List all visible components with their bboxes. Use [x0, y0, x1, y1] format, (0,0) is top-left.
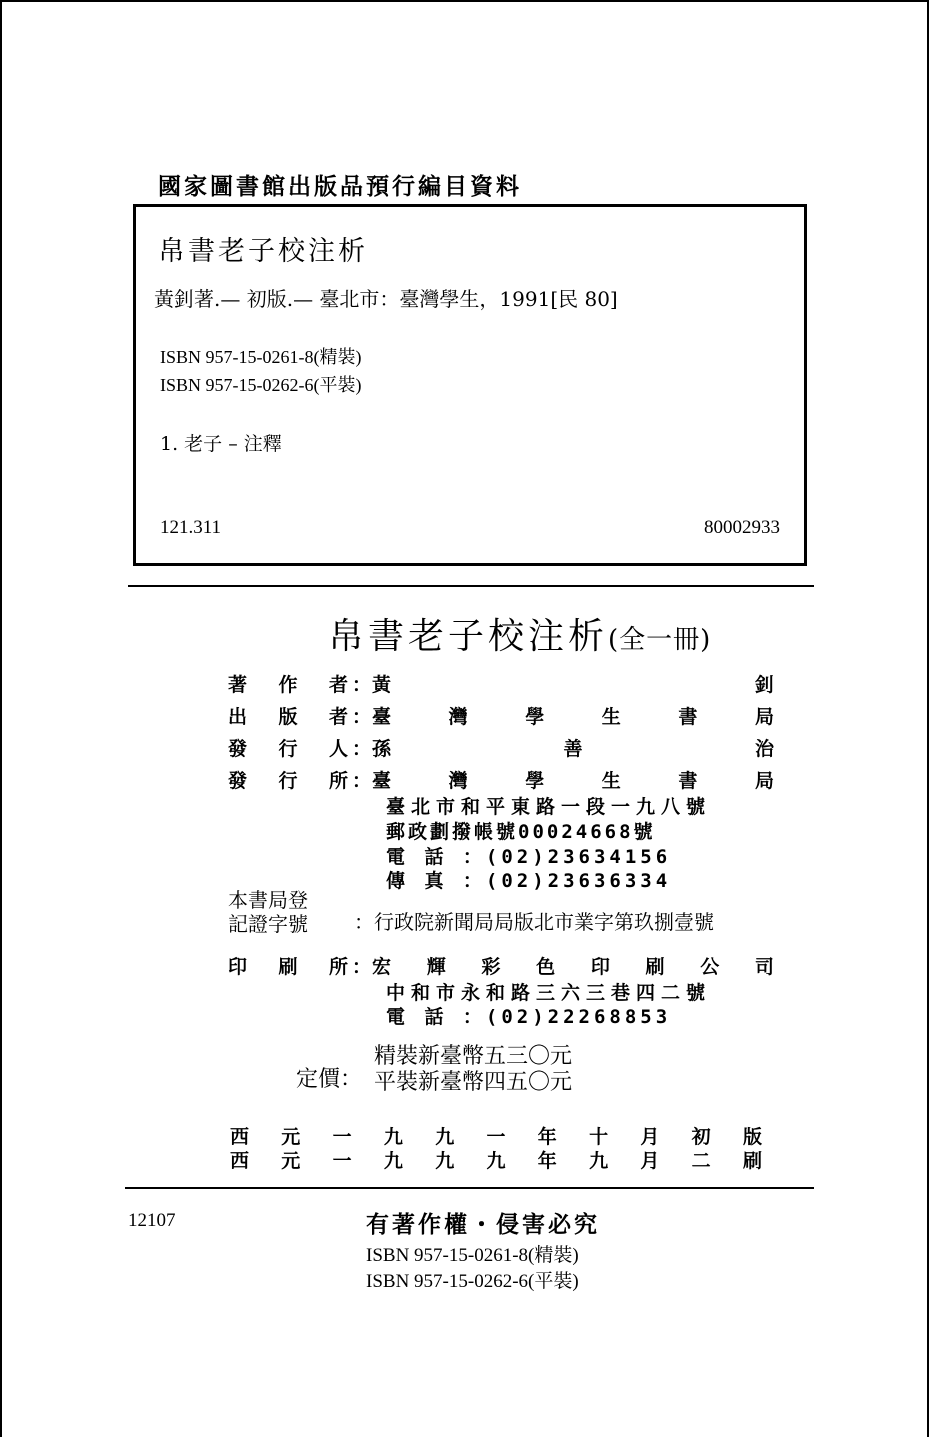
issuer-office-label-char: 所 — [328, 770, 348, 792]
issuer-office-value-char: 生 — [601, 770, 621, 792]
edition-second-char: 九 — [435, 1150, 455, 1172]
cip-isbn-paperback: ISBN 957-15-0262-6(平裝) — [160, 375, 362, 395]
issuer-office-value — [372, 766, 774, 793]
issuer-label-char: 行 — [278, 738, 298, 760]
author-label — [228, 670, 348, 697]
author-label-char: 著 — [228, 674, 248, 696]
issuer-value-char: 善 — [563, 738, 583, 760]
printer-value-char: 色 — [536, 956, 556, 978]
registration-label-line-2: 記證字號 — [228, 912, 308, 936]
edition-first-char: 一 — [332, 1126, 352, 1148]
edition-first-char: 九 — [435, 1126, 455, 1148]
issuer-office-label-char: 發 — [228, 770, 248, 792]
issuer-office-label-char: 行 — [278, 770, 298, 792]
printer-value — [372, 952, 774, 979]
issuer-office-label — [228, 766, 348, 793]
author-value-char: 黃 — [372, 674, 392, 696]
issuer-address: 臺北市和平東路一段一九八號 — [386, 796, 712, 818]
edition-second — [230, 1146, 762, 1173]
price-paperback: 平裝新臺幣四五〇元 — [374, 1070, 573, 1095]
issuer-office-value-char: 灣 — [448, 770, 468, 792]
publisher-value-char: 學 — [525, 706, 545, 728]
printer-value-char: 印 — [590, 956, 610, 978]
printer-address: 中和市永和路三六三巷四二號 — [386, 982, 712, 1004]
author-label-char: 作 — [278, 674, 298, 696]
catalog-code: 12107 — [128, 1210, 176, 1231]
issuer-fax: 傳 真 ：(02)23636334 — [386, 870, 672, 892]
edition-second-char: 九 — [383, 1150, 403, 1172]
publisher-label-char: 版 — [278, 706, 298, 728]
book-title-text: 帛書老子校注析 — [328, 616, 609, 657]
edition-first-char: 初 — [691, 1126, 711, 1148]
publisher-value-char: 灣 — [448, 706, 468, 728]
edition-first-char: 九 — [383, 1126, 403, 1148]
edition-second-char: 年 — [537, 1150, 557, 1172]
printer-value-char: 公 — [700, 956, 720, 978]
divider-bottom — [125, 1187, 814, 1189]
edition-second-char: 九 — [486, 1150, 506, 1172]
edition-first-char: 元 — [281, 1126, 301, 1148]
author-value-char: 釗 — [754, 674, 774, 696]
author-value — [372, 670, 774, 697]
publisher-value — [372, 702, 774, 729]
edition-second-char: 刷 — [742, 1150, 762, 1172]
edition-first-char: 西 — [230, 1126, 250, 1148]
colon: ： — [352, 706, 372, 728]
cip-isbn-hardcover: ISBN 957-15-0261-8(精裝) — [160, 347, 362, 367]
edition-second-char: 二 — [691, 1150, 711, 1172]
issuer-value-char: 治 — [754, 738, 774, 760]
issuer-office-value-char: 書 — [678, 770, 698, 792]
issuer-label-char: 人 — [328, 738, 348, 760]
publisher-value-char: 局 — [754, 706, 774, 728]
author-label-char: 者 — [328, 674, 348, 696]
edition-first-char: 年 — [537, 1126, 557, 1148]
publisher-label-char: 出 — [228, 706, 248, 728]
price-label: 定價： — [296, 1067, 363, 1092]
edition-second-char: 一 — [332, 1150, 352, 1172]
colon: ： — [352, 674, 372, 696]
cip-heading: 國家圖書館出版品預行編目資料 — [158, 173, 522, 200]
printer-label-char: 印 — [228, 956, 248, 978]
price-block — [374, 1044, 572, 1096]
postal-account: 郵政劃撥帳號00024668號 — [386, 821, 656, 843]
colon: ： — [352, 956, 372, 978]
cip-classification: 121.311 — [160, 517, 222, 538]
cip-title: 帛書老子校注析 — [158, 236, 368, 267]
cip-control-number: 80002933 — [704, 517, 780, 538]
edition-second-char: 元 — [281, 1150, 301, 1172]
publisher-label-char: 者 — [328, 706, 348, 728]
issuer-office-value-char: 臺 — [372, 770, 392, 792]
issuer-office-value-char: 局 — [754, 770, 774, 792]
colon: ： — [352, 770, 372, 792]
printer-value-char: 輝 — [426, 956, 446, 978]
publisher-value-char: 生 — [601, 706, 621, 728]
cip-publication-line: 黃釗著.— 初版.— 臺北市：臺灣學生，1991[民 80] — [154, 287, 618, 311]
book-title — [328, 608, 711, 659]
issuer-office-value-char: 學 — [525, 770, 545, 792]
registration-label-line-1: 本書局登 — [228, 888, 308, 912]
registration-label — [228, 888, 308, 936]
issuer-value — [372, 734, 774, 761]
edition-first-char: 版 — [742, 1126, 762, 1148]
registration-number: ：行政院新聞局局版北市業字第玖捌壹號 — [354, 910, 714, 934]
publisher-label — [228, 702, 348, 729]
cip-subject: 1. 老子 – 注釋 — [160, 433, 282, 455]
edition-first-char: 一 — [486, 1126, 506, 1148]
price-hardcover: 精裝新臺幣五三〇元 — [374, 1044, 573, 1069]
printer-value-char: 宏 — [372, 956, 392, 978]
issuer-phone: 電 話 ：(02)23634156 — [386, 846, 672, 868]
cip-record-box — [133, 204, 807, 566]
printer-value-char: 刷 — [645, 956, 665, 978]
edition-first — [230, 1122, 762, 1149]
issuer-label — [228, 734, 348, 761]
footer-isbn-paperback: ISBN 957-15-0262-6(平裝) — [366, 1271, 579, 1292]
printer-label-char: 所 — [328, 956, 348, 978]
edition-second-char: 月 — [640, 1150, 660, 1172]
printer-value-char: 司 — [754, 956, 774, 978]
book-volume: (全一冊) — [608, 625, 712, 655]
edition-first-char: 月 — [640, 1126, 660, 1148]
printer-label-char: 刷 — [278, 956, 298, 978]
footer-isbn-hardcover: ISBN 957-15-0261-8(精裝) — [366, 1245, 579, 1266]
divider-top — [128, 585, 814, 587]
edition-second-char: 九 — [589, 1150, 609, 1172]
issuer-value-char: 孫 — [372, 738, 392, 760]
printer-phone: 電 話 ：(02)22268853 — [386, 1006, 672, 1028]
publisher-value-char: 臺 — [372, 706, 392, 728]
publisher-value-char: 書 — [678, 706, 698, 728]
edition-first-char: 十 — [589, 1126, 609, 1148]
colon: ： — [352, 738, 372, 760]
printer-label — [228, 952, 348, 979]
printer-value-char: 彩 — [481, 956, 501, 978]
copyright-notice: 有著作權・侵害必究 — [366, 1211, 600, 1238]
edition-second-char: 西 — [230, 1150, 250, 1172]
issuer-label-char: 發 — [228, 738, 248, 760]
